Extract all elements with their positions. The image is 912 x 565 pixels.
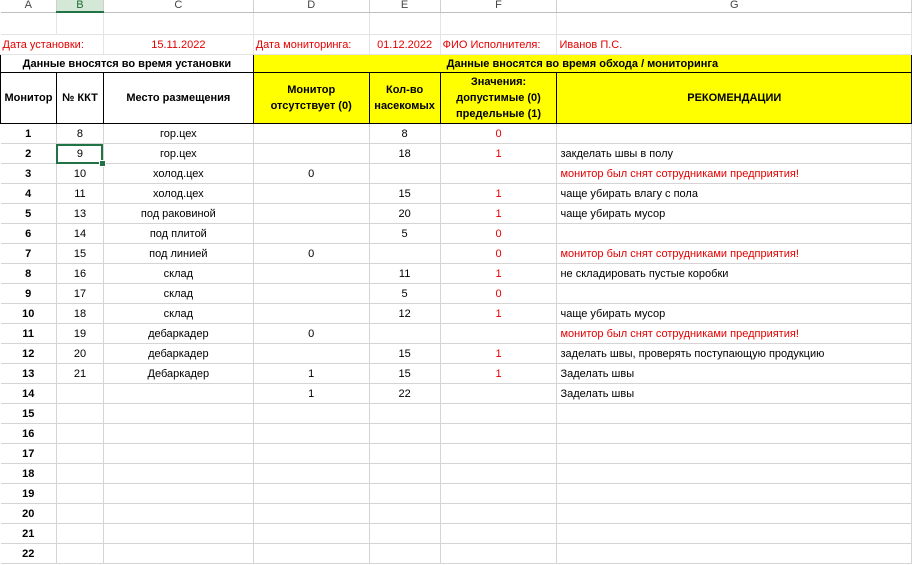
monitor-number-cell[interactable]: 5 bbox=[1, 204, 57, 224]
recommendation-cell[interactable]: Заделать швы bbox=[557, 364, 912, 384]
monitor-number-cell[interactable]: 18 bbox=[1, 464, 57, 484]
insect-count-cell[interactable] bbox=[369, 164, 440, 184]
monitor-absent-cell[interactable] bbox=[253, 464, 369, 484]
kkt-number-cell[interactable]: 14 bbox=[56, 224, 103, 244]
placement-cell[interactable] bbox=[103, 504, 253, 524]
table-row bbox=[1, 384, 912, 404]
insect-count-cell[interactable] bbox=[369, 424, 440, 444]
header-count[interactable]: Кол-во насекомых bbox=[369, 73, 440, 124]
executor-label[interactable]: ФИО Исполнителя: bbox=[440, 35, 557, 55]
threshold-value-cell[interactable] bbox=[440, 464, 557, 484]
section-row bbox=[1, 55, 912, 73]
recommendation-cell[interactable] bbox=[557, 484, 912, 504]
monitor-absent-cell[interactable] bbox=[253, 144, 369, 164]
monitor-number-cell[interactable]: 6 bbox=[1, 224, 57, 244]
threshold-value-cell[interactable] bbox=[440, 504, 557, 524]
cell[interactable] bbox=[369, 12, 440, 35]
recommendation-cell[interactable]: чаще убирать влагу с пола bbox=[557, 184, 912, 204]
recommendation-cell[interactable]: монитор был снят сотрудниками предприятия! bbox=[557, 324, 912, 344]
table-row bbox=[1, 224, 912, 244]
monitor-absent-cell[interactable] bbox=[253, 444, 369, 464]
threshold-value-cell[interactable] bbox=[440, 324, 557, 344]
kkt-number-cell[interactable]: 21 bbox=[56, 364, 103, 384]
recommendation-cell[interactable] bbox=[557, 464, 912, 484]
table-row bbox=[1, 184, 912, 204]
threshold-value-cell[interactable] bbox=[440, 164, 557, 184]
kkt-number-cell[interactable]: 13 bbox=[56, 204, 103, 224]
threshold-value-cell[interactable]: 0 bbox=[440, 284, 557, 304]
cell[interactable] bbox=[1, 12, 57, 35]
monitor-absent-cell[interactable]: 0 bbox=[253, 244, 369, 264]
monitor-absent-cell[interactable] bbox=[253, 404, 369, 424]
kkt-number-cell[interactable] bbox=[56, 504, 103, 524]
header-absent[interactable]: Монитор отсутствует (0) bbox=[253, 73, 369, 124]
kkt-number-cell[interactable]: 15 bbox=[56, 244, 103, 264]
recommendation-cell[interactable] bbox=[557, 504, 912, 524]
recommendation-cell[interactable] bbox=[557, 524, 912, 544]
kkt-number-cell[interactable] bbox=[56, 544, 103, 564]
kkt-number-cell[interactable]: 18 bbox=[56, 304, 103, 324]
monitor-number-cell[interactable]: 17 bbox=[1, 444, 57, 464]
table-row bbox=[1, 364, 912, 384]
install-date-value[interactable]: 15.11.2022 bbox=[103, 35, 253, 55]
table-row bbox=[1, 164, 912, 184]
cell[interactable] bbox=[253, 12, 369, 35]
monitor-number-cell[interactable]: 8 bbox=[1, 264, 57, 284]
placement-cell[interactable] bbox=[103, 424, 253, 444]
insect-count-cell[interactable]: 15 bbox=[369, 364, 440, 384]
monitor-number-cell[interactable]: 22 bbox=[1, 544, 57, 564]
threshold-value-cell[interactable]: 1 bbox=[440, 264, 557, 284]
kkt-number-cell[interactable]: 19 bbox=[56, 324, 103, 344]
monitor-number-cell[interactable]: 12 bbox=[1, 344, 57, 364]
monitor-number-cell[interactable]: 13 bbox=[1, 364, 57, 384]
monitor-number-cell[interactable]: 20 bbox=[1, 504, 57, 524]
monitor-number-cell[interactable]: 11 bbox=[1, 324, 57, 344]
placement-cell[interactable]: холод.цех bbox=[103, 184, 253, 204]
insect-count-cell[interactable]: 15 bbox=[369, 344, 440, 364]
kkt-number-cell[interactable] bbox=[56, 464, 103, 484]
monitor-absent-cell[interactable] bbox=[253, 424, 369, 444]
monitor-absent-cell[interactable] bbox=[253, 304, 369, 324]
recommendation-cell[interactable]: монитор был снят сотрудниками предприятия! bbox=[557, 244, 912, 264]
placement-cell[interactable]: дебаркадер bbox=[103, 344, 253, 364]
blank-row bbox=[1, 12, 912, 35]
insect-count-cell[interactable] bbox=[369, 404, 440, 424]
placement-cell[interactable]: под линией bbox=[103, 244, 253, 264]
monitor-number-cell[interactable]: 4 bbox=[1, 184, 57, 204]
cell[interactable] bbox=[557, 12, 912, 35]
column-header-c[interactable]: C bbox=[103, 0, 253, 12]
monitor-absent-cell[interactable] bbox=[253, 544, 369, 564]
insect-count-cell[interactable]: 15 bbox=[369, 184, 440, 204]
monitor-number-cell[interactable]: 14 bbox=[1, 384, 57, 404]
monitor-absent-cell[interactable]: 0 bbox=[253, 164, 369, 184]
section-monitoring[interactable]: Данные вносятся во время обхода / мониторинга bbox=[253, 55, 911, 73]
table-row bbox=[1, 524, 912, 544]
insect-count-cell[interactable]: 8 bbox=[369, 124, 440, 144]
header-place[interactable]: Место размещения bbox=[103, 73, 253, 124]
placement-cell[interactable] bbox=[103, 464, 253, 484]
install-date-label[interactable]: Дата установки: bbox=[1, 35, 104, 55]
kkt-number-cell[interactable]: 9 bbox=[56, 144, 103, 164]
table-row bbox=[1, 304, 912, 324]
monitor-absent-cell[interactable] bbox=[253, 264, 369, 284]
monitor-number-cell[interactable]: 15 bbox=[1, 404, 57, 424]
table-row bbox=[1, 404, 912, 424]
cell[interactable] bbox=[56, 12, 103, 35]
kkt-number-cell[interactable] bbox=[56, 524, 103, 544]
monitor-number-cell[interactable]: 2 bbox=[1, 144, 57, 164]
placement-cell[interactable] bbox=[103, 484, 253, 504]
monitoring-date-value[interactable]: 01.12.2022 bbox=[369, 35, 440, 55]
header-kkt[interactable]: № ККТ bbox=[56, 73, 103, 124]
monitor-number-cell[interactable]: 7 bbox=[1, 244, 57, 264]
monitor-number-cell[interactable]: 3 bbox=[1, 164, 57, 184]
monitor-absent-cell[interactable]: 1 bbox=[253, 384, 369, 404]
insect-count-cell[interactable] bbox=[369, 484, 440, 504]
insect-count-cell[interactable]: 5 bbox=[369, 224, 440, 244]
placement-cell[interactable]: склад bbox=[103, 264, 253, 284]
placement-cell[interactable]: склад bbox=[103, 304, 253, 324]
table-header-row bbox=[1, 73, 912, 124]
table-row bbox=[1, 504, 912, 524]
threshold-value-cell[interactable]: 1 bbox=[440, 204, 557, 224]
monitor-absent-cell[interactable]: 1 bbox=[253, 364, 369, 384]
placement-cell[interactable]: Дебаркадер bbox=[103, 364, 253, 384]
kkt-number-cell[interactable]: 10 bbox=[56, 164, 103, 184]
placement-cell[interactable]: склад bbox=[103, 284, 253, 304]
column-header-a[interactable]: A bbox=[1, 0, 57, 12]
monitor-absent-cell[interactable] bbox=[253, 484, 369, 504]
placement-cell[interactable] bbox=[103, 524, 253, 544]
placement-cell[interactable] bbox=[103, 384, 253, 404]
placement-cell[interactable]: под плитой bbox=[103, 224, 253, 244]
recommendation-cell[interactable]: чаще убирать мусор bbox=[557, 304, 912, 324]
fill-handle[interactable] bbox=[99, 160, 106, 167]
monitor-number-cell[interactable]: 10 bbox=[1, 304, 57, 324]
monitoring-date-label[interactable]: Дата мониторинга: bbox=[253, 35, 369, 55]
recommendation-cell[interactable] bbox=[557, 404, 912, 424]
table-row bbox=[1, 124, 912, 144]
monitor-absent-cell[interactable] bbox=[253, 224, 369, 244]
kkt-number-cell[interactable] bbox=[56, 404, 103, 424]
table-row bbox=[1, 264, 912, 284]
table-row bbox=[1, 464, 912, 484]
meta-row bbox=[1, 35, 912, 55]
placement-cell[interactable]: дебаркадер bbox=[103, 324, 253, 344]
column-header-e[interactable]: E bbox=[369, 0, 440, 12]
header-recommendations[interactable]: РЕКОМЕНДАЦИИ bbox=[557, 73, 912, 124]
column-header-d[interactable]: D bbox=[253, 0, 369, 12]
threshold-value-cell[interactable]: 0 bbox=[440, 224, 557, 244]
threshold-value-cell[interactable] bbox=[440, 424, 557, 444]
recommendation-cell[interactable]: не складировать пустые коробки bbox=[557, 264, 912, 284]
insect-count-cell[interactable]: 22 bbox=[369, 384, 440, 404]
insect-count-cell[interactable]: 5 bbox=[369, 284, 440, 304]
insect-count-cell[interactable] bbox=[369, 524, 440, 544]
monitor-absent-cell[interactable] bbox=[253, 124, 369, 144]
threshold-value-cell[interactable] bbox=[440, 524, 557, 544]
recommendation-cell[interactable] bbox=[557, 424, 912, 444]
placement-cell[interactable] bbox=[103, 544, 253, 564]
monitor-number-cell[interactable]: 16 bbox=[1, 424, 57, 444]
threshold-value-cell[interactable] bbox=[440, 484, 557, 504]
table-row bbox=[1, 144, 912, 164]
recommendation-cell[interactable] bbox=[557, 444, 912, 464]
threshold-value-cell[interactable]: 0 bbox=[440, 124, 557, 144]
recommendation-cell[interactable]: монитор был снят сотрудниками предприятия! bbox=[557, 164, 912, 184]
threshold-value-cell[interactable]: 1 bbox=[440, 184, 557, 204]
table-row bbox=[1, 244, 912, 264]
column-header-row bbox=[1, 0, 912, 12]
threshold-value-cell[interactable] bbox=[440, 544, 557, 564]
threshold-value-cell[interactable] bbox=[440, 384, 557, 404]
recommendation-cell[interactable]: заделать швы, проверять поступающую продукцию bbox=[557, 344, 912, 364]
table-row bbox=[1, 424, 912, 444]
insect-count-cell[interactable]: 11 bbox=[369, 264, 440, 284]
kkt-number-cell[interactable] bbox=[56, 484, 103, 504]
table-row bbox=[1, 284, 912, 304]
threshold-value-cell[interactable] bbox=[440, 444, 557, 464]
column-header-b[interactable]: B bbox=[56, 0, 103, 12]
insect-count-cell[interactable] bbox=[369, 444, 440, 464]
column-header-g[interactable]: G bbox=[557, 0, 912, 12]
table-row bbox=[1, 444, 912, 464]
insect-count-cell[interactable] bbox=[369, 544, 440, 564]
threshold-value-cell[interactable]: 1 bbox=[440, 344, 557, 364]
insect-count-cell[interactable] bbox=[369, 464, 440, 484]
monitor-absent-cell[interactable] bbox=[253, 184, 369, 204]
monitor-absent-cell[interactable] bbox=[253, 204, 369, 224]
insect-count-cell[interactable]: 18 bbox=[369, 144, 440, 164]
table-row bbox=[1, 324, 912, 344]
insect-count-cell[interactable] bbox=[369, 504, 440, 524]
recommendation-cell[interactable]: Заделать швы bbox=[557, 384, 912, 404]
placement-cell[interactable] bbox=[103, 404, 253, 424]
monitor-absent-cell[interactable]: 0 bbox=[253, 324, 369, 344]
cell[interactable] bbox=[440, 12, 557, 35]
recommendation-cell[interactable]: закделать швы в полу bbox=[557, 144, 912, 164]
placement-cell[interactable]: гор.цех bbox=[103, 144, 253, 164]
insect-count-cell[interactable] bbox=[369, 324, 440, 344]
monitor-number-cell[interactable]: 19 bbox=[1, 484, 57, 504]
kkt-number-cell[interactable] bbox=[56, 424, 103, 444]
threshold-value-cell[interactable]: 1 bbox=[440, 304, 557, 324]
recommendation-cell[interactable]: чаще убирать мусор bbox=[557, 204, 912, 224]
section-install[interactable]: Данные вносятся во время установки bbox=[1, 55, 254, 73]
kkt-number-cell[interactable]: 17 bbox=[56, 284, 103, 304]
placement-cell[interactable]: холод.цех bbox=[103, 164, 253, 184]
cell[interactable] bbox=[103, 12, 253, 35]
kkt-number-cell[interactable]: 20 bbox=[56, 344, 103, 364]
insect-count-cell[interactable]: 12 bbox=[369, 304, 440, 324]
placement-cell[interactable]: гор.цех bbox=[103, 124, 253, 144]
table-row bbox=[1, 204, 912, 224]
kkt-number-cell[interactable]: 8 bbox=[56, 124, 103, 144]
insect-count-cell[interactable]: 20 bbox=[369, 204, 440, 224]
table-row bbox=[1, 544, 912, 564]
recommendation-cell[interactable] bbox=[557, 284, 912, 304]
placement-cell[interactable]: под раковиной bbox=[103, 204, 253, 224]
kkt-number-cell[interactable] bbox=[56, 384, 103, 404]
threshold-value-cell[interactable]: 1 bbox=[440, 364, 557, 384]
placement-cell[interactable] bbox=[103, 444, 253, 464]
monitor-number-cell[interactable]: 9 bbox=[1, 284, 57, 304]
executor-value[interactable]: Иванов П.С. bbox=[557, 35, 912, 55]
column-header-f[interactable]: F bbox=[440, 0, 557, 12]
insect-count-cell[interactable] bbox=[369, 244, 440, 264]
recommendation-cell[interactable] bbox=[557, 544, 912, 564]
monitor-absent-cell[interactable] bbox=[253, 344, 369, 364]
kkt-number-cell[interactable]: 16 bbox=[56, 264, 103, 284]
kkt-number-cell[interactable] bbox=[56, 444, 103, 464]
monitor-absent-cell[interactable] bbox=[253, 504, 369, 524]
table-row bbox=[1, 484, 912, 504]
kkt-number-cell[interactable]: 11 bbox=[56, 184, 103, 204]
threshold-value-cell[interactable] bbox=[440, 404, 557, 424]
recommendation-cell[interactable] bbox=[557, 224, 912, 244]
monitor-absent-cell[interactable] bbox=[253, 524, 369, 544]
monitor-absent-cell[interactable] bbox=[253, 284, 369, 304]
monitor-number-cell[interactable]: 21 bbox=[1, 524, 57, 544]
header-monitor[interactable]: Монитор bbox=[1, 73, 57, 124]
header-values[interactable]: Значения: допустимые (0) предельные (1) bbox=[440, 73, 557, 124]
monitor-number-cell[interactable]: 1 bbox=[1, 124, 57, 144]
recommendation-cell[interactable] bbox=[557, 124, 912, 144]
threshold-value-cell[interactable]: 1 bbox=[440, 144, 557, 164]
data-rows bbox=[1, 124, 912, 564]
table-row bbox=[1, 344, 912, 364]
threshold-value-cell[interactable]: 0 bbox=[440, 244, 557, 264]
